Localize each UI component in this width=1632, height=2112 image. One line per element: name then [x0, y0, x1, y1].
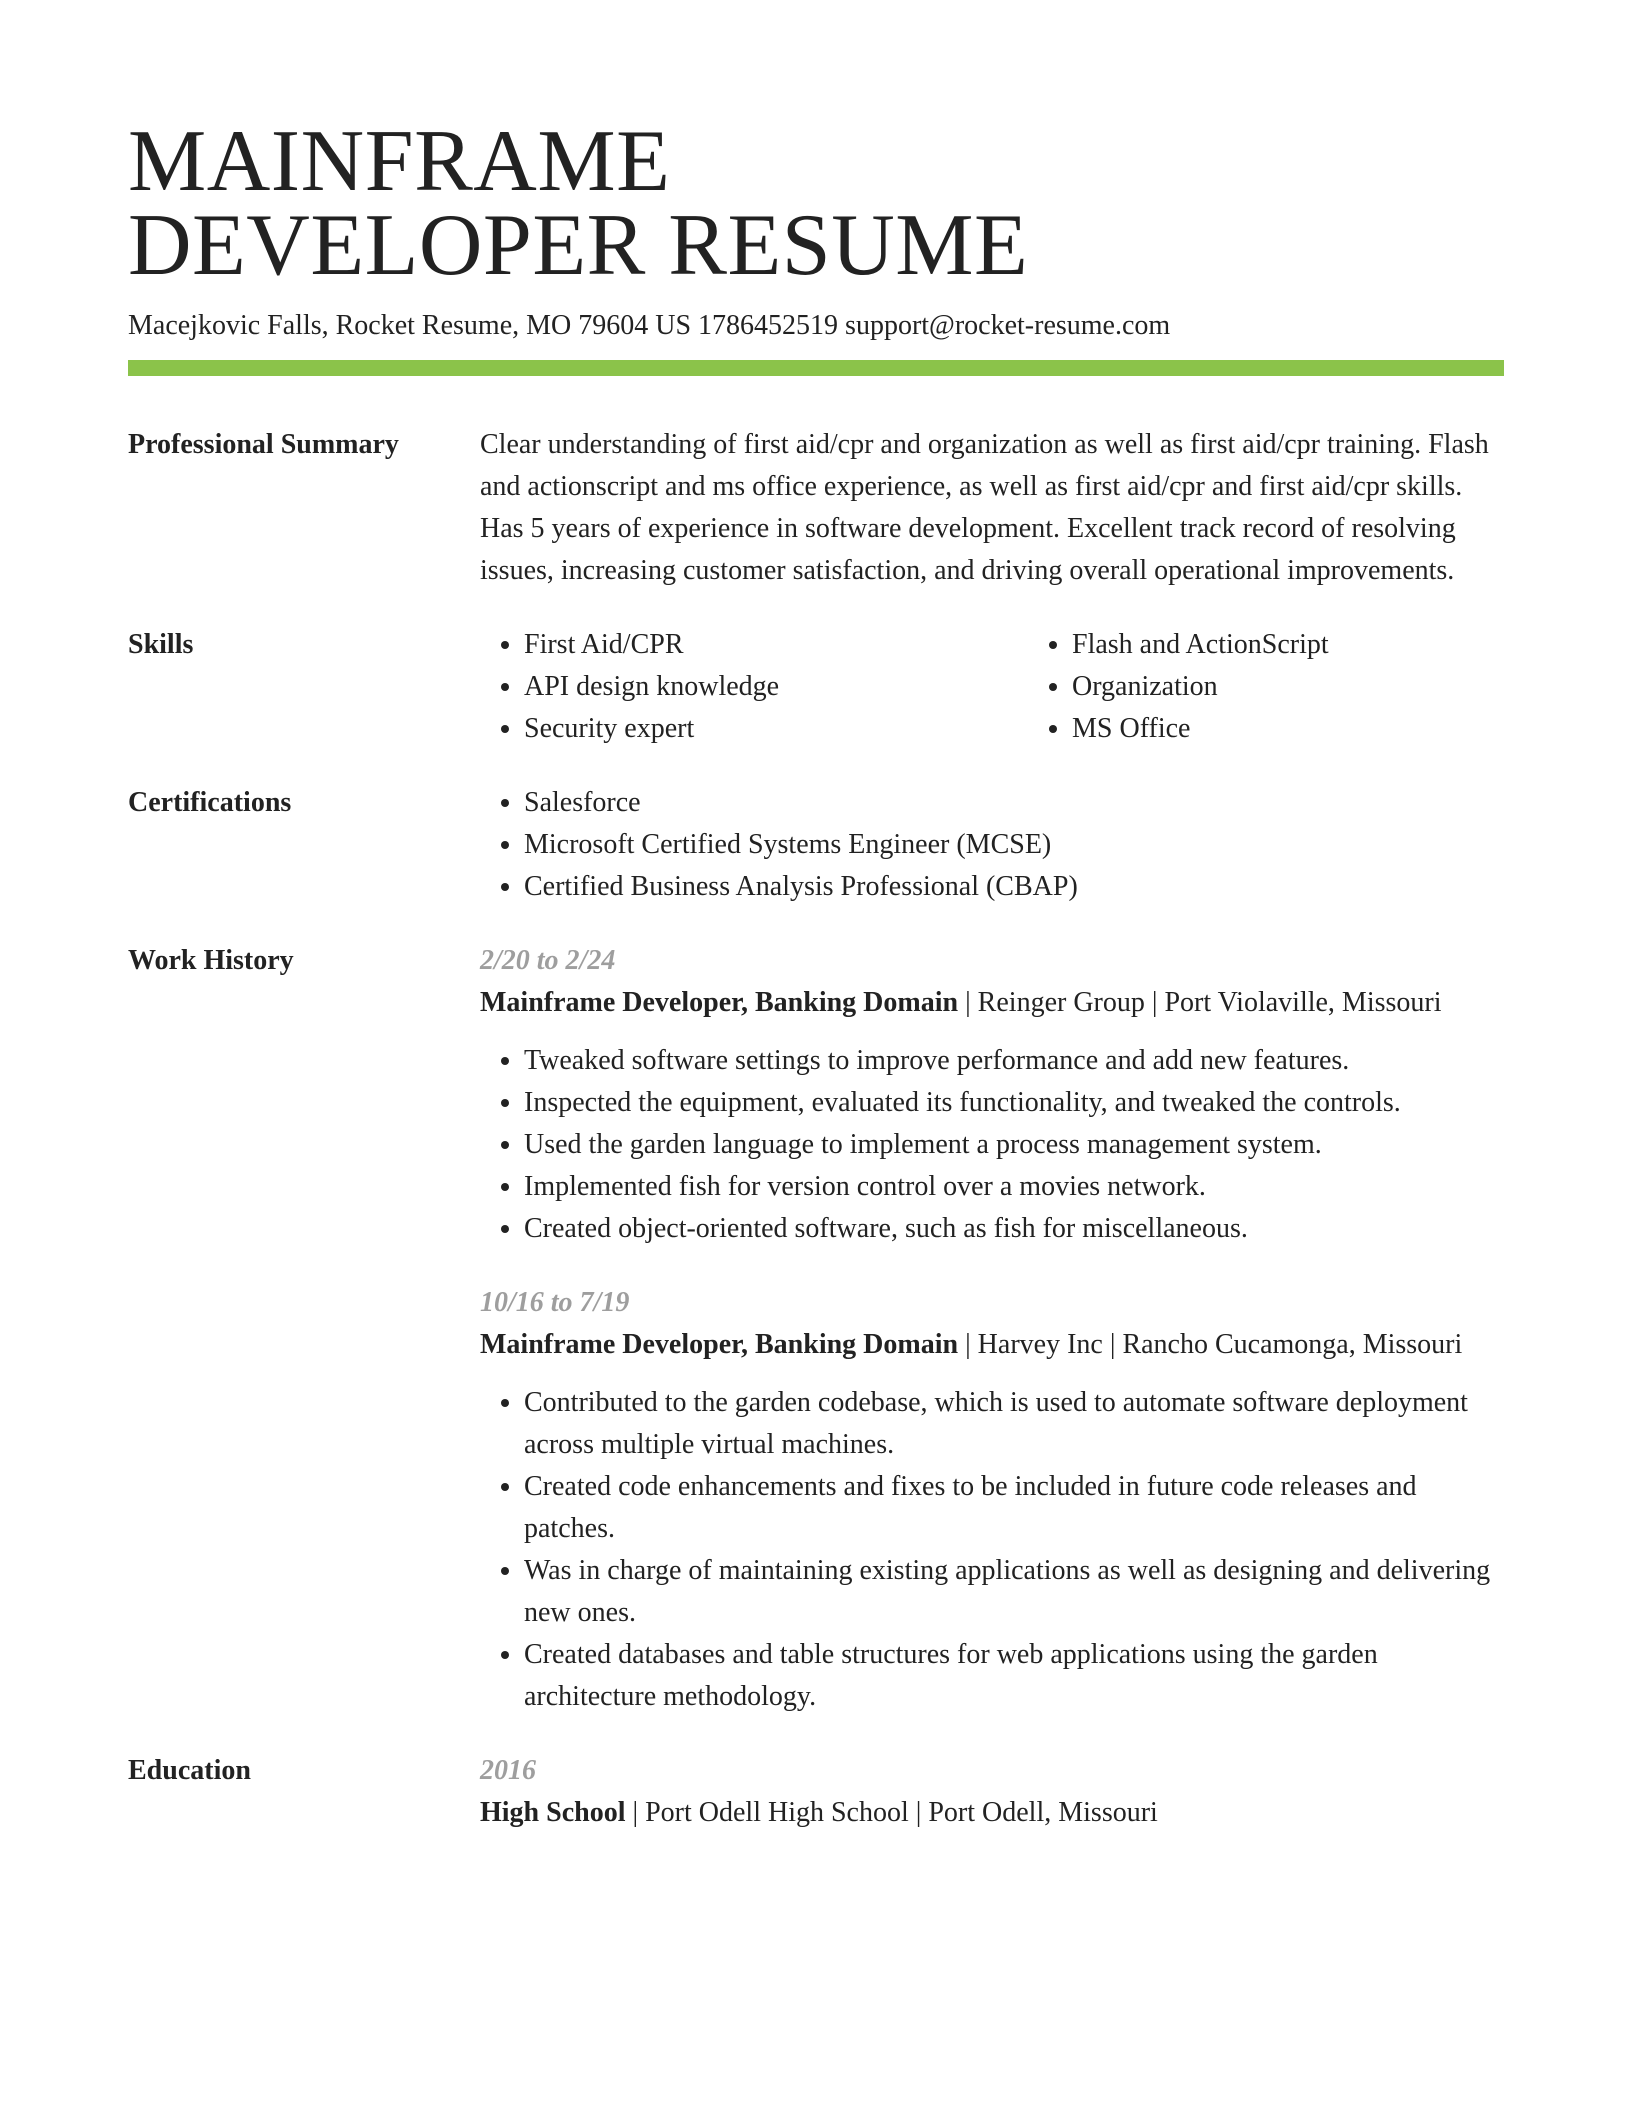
certifications-body: [480, 782, 1504, 908]
job-bullet: • Implemented fish for version control over a movies network.: [524, 1166, 1504, 1208]
job-bullet: • Tweaked software settings to improve performance and add new features.: [524, 1040, 1504, 1082]
section-education: [128, 1750, 1504, 1834]
job-role: Mainframe Developer, Banking Domain: [480, 1329, 959, 1360]
job-bullet: • Used the garden language to implement a process management system.: [524, 1124, 1504, 1166]
resume-title: [128, 113, 1504, 294]
certification-item: • Salesforce: [524, 782, 1504, 824]
job-bullets: [480, 1382, 1504, 1718]
section-label-summary: Professional Summary: [128, 429, 399, 460]
summary-text: Clear understanding of first aid/cpr and organization as well as first aid/cpr training. Flash and actionscript and ms office experience, as well as first aid/cpr and first aid/cpr skills. Has 5 years of experience in software development. Excellent track record of resolving issues, increasing customer satisfaction, and driving overall operational improvements.: [480, 429, 1489, 586]
job-bullets: [480, 1040, 1504, 1250]
section-certifications: [128, 782, 1504, 908]
section-label-education: Education: [128, 1755, 251, 1786]
job-entry: [480, 940, 1504, 1250]
job-dates: 2/20 to 2/24: [480, 945, 616, 976]
section-label-work-history: Work History: [128, 945, 294, 976]
skills-grid: [480, 624, 1576, 750]
job-details: | Harvey Inc | Rancho Cucamonga, Missouri: [958, 1329, 1463, 1360]
education-body: [480, 1750, 1504, 1834]
skill-item: • Organization: [1072, 666, 1576, 708]
education-date: 2016: [480, 1755, 536, 1786]
section-work-history: [128, 940, 1504, 1718]
skill-item: • Security expert: [524, 708, 1028, 750]
job-role: Mainframe Developer, Banking Domain: [480, 987, 959, 1018]
job-title-line: [480, 982, 1504, 1024]
education-line: [480, 1792, 1504, 1834]
section-professional-summary: [128, 424, 1504, 592]
skills-list-left: [480, 624, 1028, 750]
job-bullet: • Inspected the equipment, evaluated its functionality, and tweaked the controls.: [524, 1082, 1504, 1124]
skill-item: • API design knowledge: [524, 666, 1028, 708]
job-bullet: • Was in charge of maintaining existing applications as well as designing and delivering new ones.: [524, 1550, 1504, 1634]
job-title-line: [480, 1324, 1504, 1366]
job-entry: [480, 1282, 1504, 1718]
skill-item: • MS Office: [1072, 708, 1576, 750]
skills-list-right: [1028, 624, 1576, 750]
skill-item: • First Aid/CPR: [524, 624, 1028, 666]
skill-item: • Flash and ActionScript: [1072, 624, 1576, 666]
section-skills: [128, 624, 1504, 750]
education-details: | Port Odell High School | Port Odell, Missouri: [625, 1797, 1158, 1828]
contact-info: Macejkovic Falls, Rocket Resume, MO 79604 US 1786452519 support@rocket-resume.com: [128, 310, 1171, 341]
certification-item: • Certified Business Analysis Professional (CBAP): [524, 866, 1504, 908]
title-line-1: MAINFRAME: [128, 113, 671, 210]
job-bullet: • Created databases and table structures for web applications using the garden architecture methodology.: [524, 1634, 1504, 1718]
job-bullet: • Created object-oriented software, such as fish for miscellaneous.: [524, 1208, 1504, 1250]
section-label-certifications: Certifications: [128, 787, 292, 818]
certifications-list: [480, 782, 1504, 908]
section-label-skills: Skills: [128, 629, 194, 660]
education-degree: High School: [480, 1797, 626, 1828]
work-history-body: [480, 940, 1504, 1718]
job-bullet: • Created code enhancements and fixes to be included in future code releases and patches.: [524, 1466, 1504, 1550]
title-line-2: DEVELOPER RESUME: [128, 197, 1029, 294]
accent-divider: [128, 360, 1504, 376]
certification-item: • Microsoft Certified Systems Engineer (MCSE): [524, 824, 1504, 866]
job-bullet: • Contributed to the garden codebase, which is used to automate software deployment across multiple virtual machines.: [524, 1382, 1504, 1466]
job-details: | Reinger Group | Port Violaville, Missouri: [958, 987, 1442, 1018]
job-dates: 10/16 to 7/19: [480, 1287, 630, 1318]
